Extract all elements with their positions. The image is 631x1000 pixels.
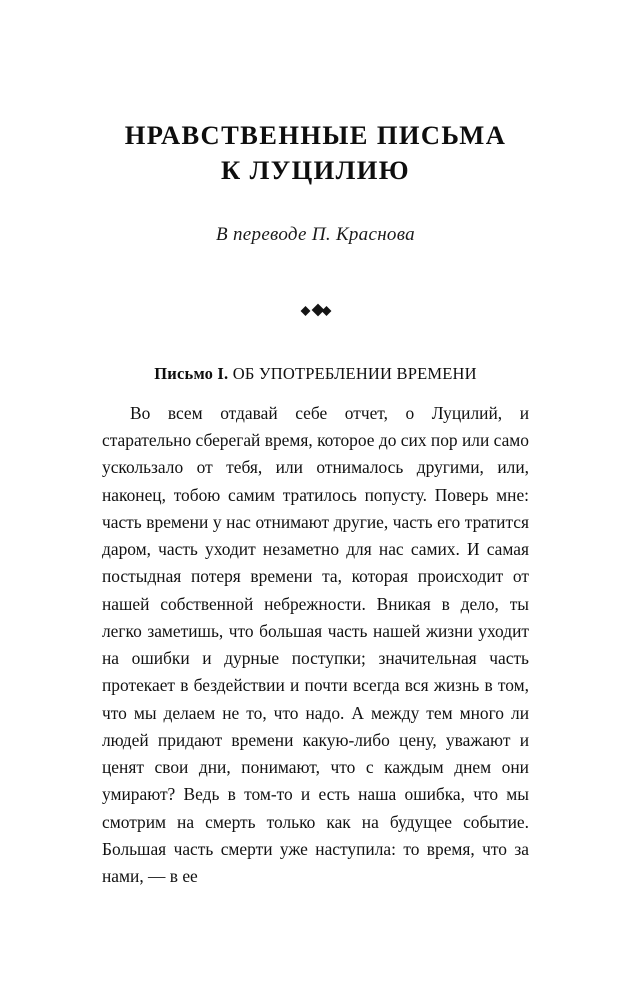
letter-body [102, 400, 529, 891]
page-title [102, 118, 529, 188]
translator-credit: В переводе П. Краснова [216, 223, 415, 245]
body-paragraph: Во всем отдавай себе отчет, о Луцилий, и старательно сберегай время, которое до сих пор или само ускользало от тебя, или отнималось другими, или, наконец, тобою самим тратилось попусту. Поверь мне: часть времени у нас отнимают другие, часть его тратится даром, часть уходит незаметно для нас самих. И самая постыдная потеря времени та, которая происходит от нашей собственной небрежности. Вникая в дело, ты легко заметишь, что большая часть нашей жизни уходит на ошибки и дурные поступки; значительная часть протекает в бездействии и почти всегда вся жизнь в том, что мы делаем не то, что надо. А между тем много ли людей придают времени какую-либо цену, уважают и ценят свои дни, понимают, что с каждым днем они умирают? Ведь в том-то и есть наша ошибка, что мы смотрим на смерть только как на будущее событие. Большая часть смерти уже наступила: то время, что за нами, — в ее [102, 402, 529, 887]
book-title-line-2: К ЛУЦИЛИЮ [220, 154, 411, 185]
book-title-line-1: НРАВСТВЕННЫЕ ПИСЬМА [124, 120, 507, 150]
diamond-cluster-ornament [102, 302, 529, 326]
letter-number: Письмо I. [154, 363, 229, 383]
letter-topic: ОБ УПОТРЕБЛЕНИИ ВРЕМЕНИ [232, 363, 477, 383]
letter-heading [102, 364, 529, 384]
